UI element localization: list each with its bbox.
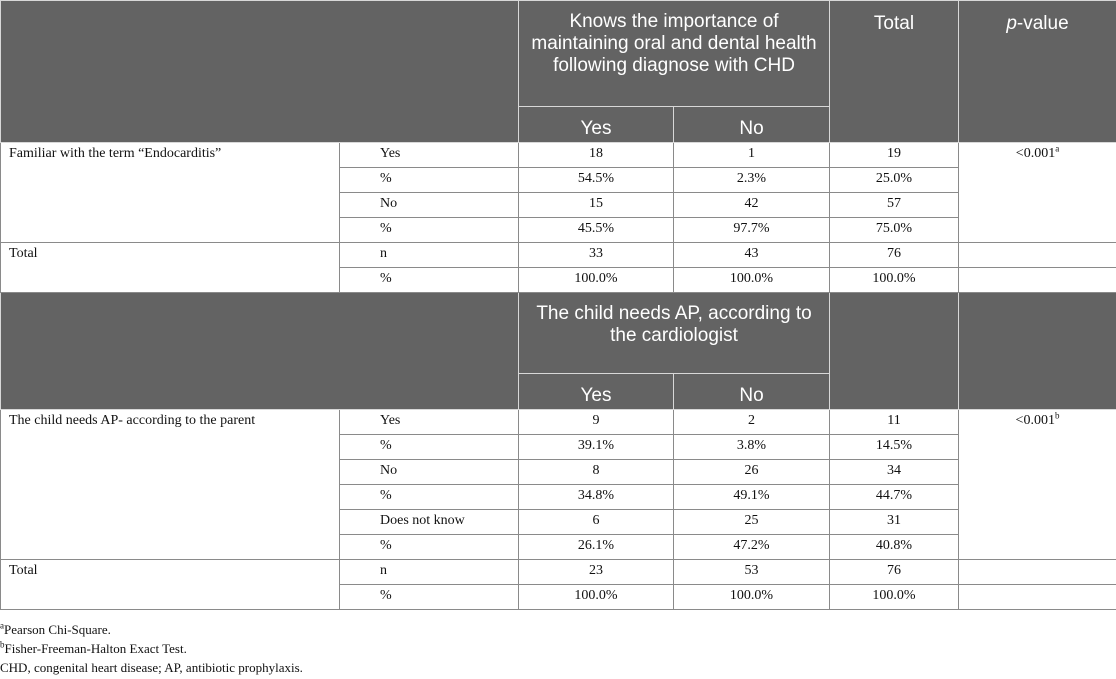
row-label-total: Total: [1, 243, 340, 293]
table-cell-no: 42: [674, 193, 830, 218]
pvalue-text: <0.001: [1015, 413, 1055, 428]
empty-cell: [959, 243, 1116, 268]
table-cell-no: 25: [674, 510, 830, 535]
footnote-b-mark: b: [0, 639, 5, 650]
header-blank-cell: [830, 293, 959, 410]
table-cell-no: 49.1%: [674, 485, 830, 510]
yes-header: Yes: [519, 107, 674, 143]
empty-cell: [959, 268, 1116, 293]
pvalue-header-italic: p: [1006, 13, 1017, 34]
pvalue-header: [959, 1, 1116, 143]
pvalue-cell: [959, 143, 1116, 243]
table-cell-category: %: [340, 168, 519, 193]
table-cell-total: 57: [830, 193, 959, 218]
table-footnotes: [0, 620, 303, 677]
table-cell-category: Yes: [340, 143, 519, 168]
table-cell-category: %: [340, 485, 519, 510]
table-cell-category: %: [340, 268, 519, 293]
row-label-endocarditis: Familiar with the term “Endocarditis”: [1, 143, 340, 243]
table-cell-category: Does not know: [340, 510, 519, 535]
footnote-abbreviations: CHD, congenital heart disease; AP, antibiotic prophylaxis.: [0, 660, 303, 675]
table-cell-category: n: [340, 560, 519, 585]
table-cell-total: 14.5%: [830, 435, 959, 460]
table-cell-no: 1: [674, 143, 830, 168]
table-cell-category: n: [340, 243, 519, 268]
no-header: No: [674, 374, 830, 410]
table-cell-yes: 26.1%: [519, 535, 674, 560]
table-cell-total: 40.8%: [830, 535, 959, 560]
table-cell-yes: 33: [519, 243, 674, 268]
footnote-b: [0, 639, 303, 658]
header-blank-cell: [1, 1, 519, 143]
table-cell-no: 47.2%: [674, 535, 830, 560]
table-cell-no: 26: [674, 460, 830, 485]
group-header-cardiologist: The child needs AP, according to the cardiologist: [519, 293, 830, 374]
row-label-parent: The child needs AP- according to the parent: [1, 410, 340, 560]
table-cell-no: 100.0%: [674, 268, 830, 293]
table-cell-yes: 23: [519, 560, 674, 585]
table-cell-yes: 100.0%: [519, 585, 674, 610]
table-cell-total: 76: [830, 560, 959, 585]
footnote-a: [0, 620, 303, 639]
table-cell-total: 100.0%: [830, 268, 959, 293]
table-cell-total: 34: [830, 460, 959, 485]
row-label-total: Total: [1, 560, 340, 610]
table-cell-total: 76: [830, 243, 959, 268]
table-cell-yes: 8: [519, 460, 674, 485]
pvalue-footnote-mark: a: [1055, 143, 1060, 154]
pvalue-footnote-mark: b: [1054, 410, 1060, 421]
table-cell-total: 31: [830, 510, 959, 535]
table-cell-no: 53: [674, 560, 830, 585]
table-cell-yes: 15: [519, 193, 674, 218]
table-cell-yes: 34.8%: [519, 485, 674, 510]
table-cell-no: 2: [674, 410, 830, 435]
table-cell-total: 25.0%: [830, 168, 959, 193]
table-cell-no: 3.8%: [674, 435, 830, 460]
table-cell-total: 19: [830, 143, 959, 168]
table-cell-yes: 6: [519, 510, 674, 535]
table-cell-yes: 9: [519, 410, 674, 435]
group-header-oral-health: Knows the importance of maintaining oral and dental health following diagnose with CHD: [519, 1, 830, 107]
table-cell-total: 11: [830, 410, 959, 435]
table-cell-yes: 18: [519, 143, 674, 168]
table-cell-category: %: [340, 435, 519, 460]
footnote-a-text: Pearson Chi-Square.: [4, 622, 111, 637]
table-cell-category: %: [340, 218, 519, 243]
table-cell-category: %: [340, 535, 519, 560]
yes-header: Yes: [519, 374, 674, 410]
table-cell-total: 100.0%: [830, 585, 959, 610]
pvalue-cell: [959, 410, 1116, 560]
pvalue-text: <0.001: [1015, 146, 1056, 161]
table-cell-no: 100.0%: [674, 585, 830, 610]
table-cell-no: 2.3%: [674, 168, 830, 193]
table-cell-category: %: [340, 585, 519, 610]
table-cell-category: No: [340, 193, 519, 218]
footnote-b-text: Fisher-Freeman-Halton Exact Test.: [4, 641, 187, 656]
pvalue-header-rest: -value: [1016, 13, 1069, 34]
table-cell-no: 97.7%: [674, 218, 830, 243]
empty-cell: [959, 585, 1116, 610]
table-cell-category: No: [340, 460, 519, 485]
table-cell-total: 44.7%: [830, 485, 959, 510]
header-blank-cell: [959, 293, 1116, 410]
table-cell-yes: 39.1%: [519, 435, 674, 460]
table-cell-no: 43: [674, 243, 830, 268]
empty-cell: [959, 560, 1116, 585]
table-cell-yes: 100.0%: [519, 268, 674, 293]
table-cell-total: 75.0%: [830, 218, 959, 243]
table-cell-category: Yes: [340, 410, 519, 435]
total-header: Total: [830, 1, 959, 143]
no-header: No: [674, 107, 830, 143]
table-cell-yes: 54.5%: [519, 168, 674, 193]
header-blank-cell: [1, 293, 519, 410]
footnote-a-mark: a: [0, 620, 4, 631]
table-cell-yes: 45.5%: [519, 218, 674, 243]
